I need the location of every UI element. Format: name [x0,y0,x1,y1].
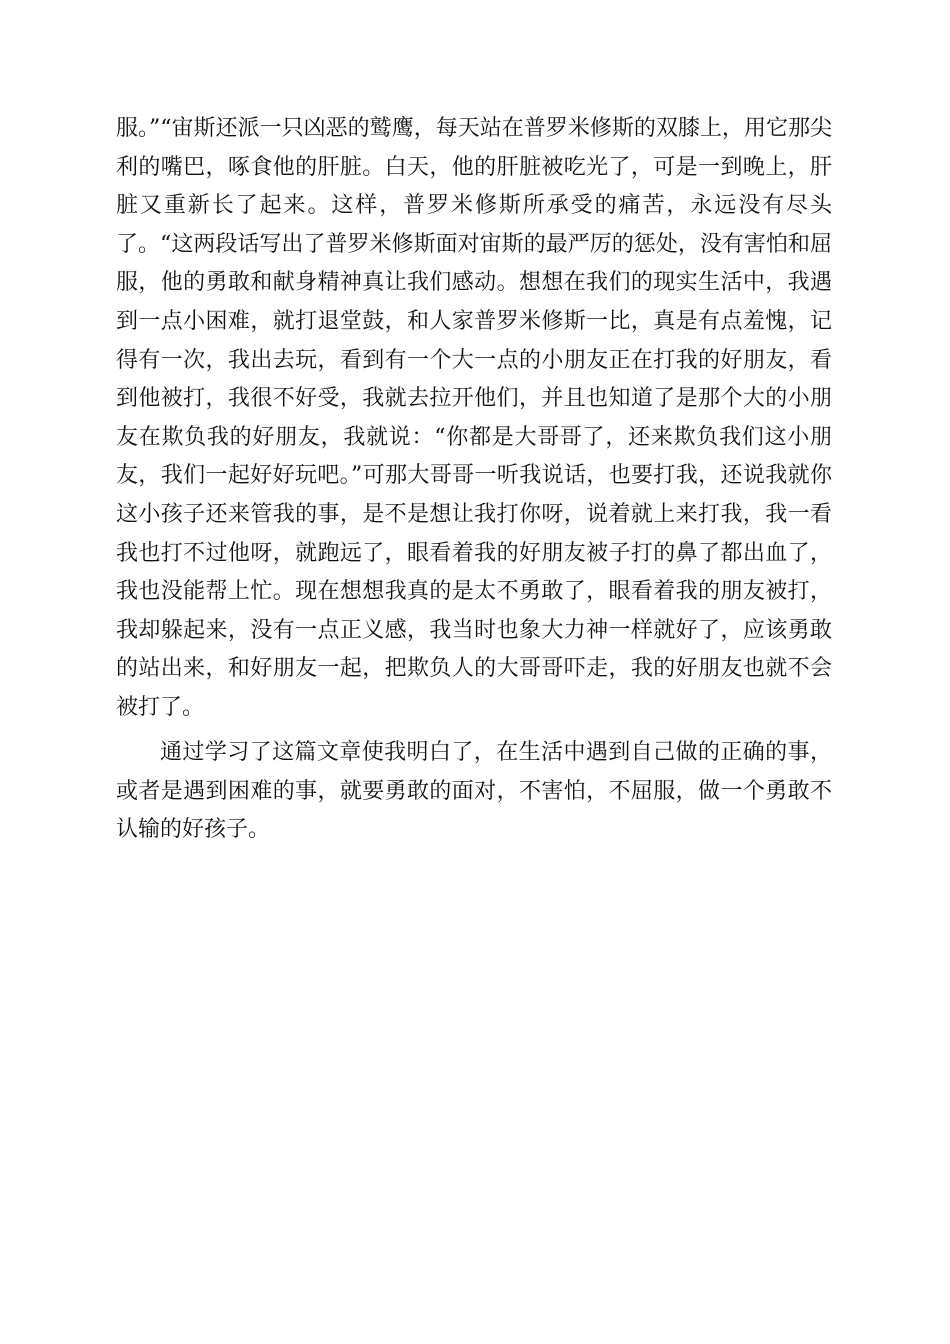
paragraph-text: 通过学习了这篇文章使我明白了，在生活中遇到自己做的正确的事，或者是遇到困难的事，就要勇敢的面对，不害怕，不屈服，做一个勇敢不认输的好孩子。 [116,740,832,843]
body-paragraph-2 [116,734,832,850]
paragraph-text: 服。”“宙斯还派一只凶恶的鹫鹰，每天站在普罗米修斯的双膝上，用它那尖利的嘴巴，啄食他的肝脏。白天，他的肝脏被吃光了，可是一到晚上，肝脏又重新长了起来。这样，普罗米修斯所承受的痛苦，永远没有尽头了。“这两段话写出了普罗米修斯面对宙斯的最严厉的惩处，没有害怕和屈服，他的勇敢和献身精神真让我们感动。想想在我们的现实生活中，我遇到一点小困难，就打退堂鼓，和人家普罗米修斯一比，真是有点羞愧，记得有一次，我出去玩，看到有一个大一点的小朋友正在打我的好朋友，看到他被打，我很不好受，我就去拉开他们，并且也知道了是那个大的小朋友在欺负我的好朋友，我就说：“你都是大哥哥了，还来欺负我们这小朋友，我们一起好好玩吧。”可那大哥哥一听我说话，也要打我，还说我就你这小孩子还来管我的事，是不是想让我打你呀，说着就上来打我，我一看我也打不过他呀，就跑远了，眼看着我的好朋友被子打的鼻了都出血了，我也没能帮上忙。现在想想我真的是太不勇敢了，眼看着我的朋友被打，我却躲起来，没有一点正义感，我当时也象大力神一样就好了，应该勇敢的站出来，和好朋友一起，把欺负人的大哥哥吓走，我的好朋友也就不会被打了。 [116,116,832,720]
body-paragraph-1 [116,110,832,728]
